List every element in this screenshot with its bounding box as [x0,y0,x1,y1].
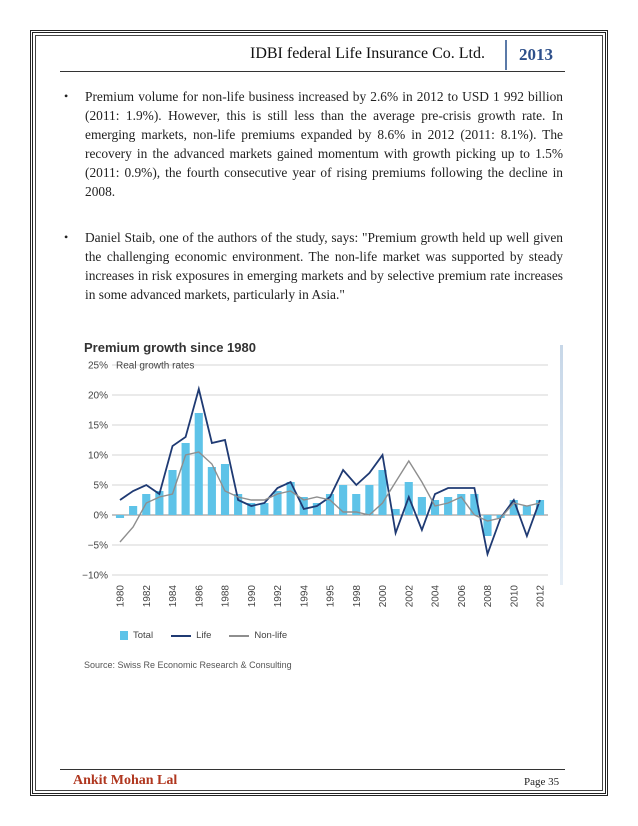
x-tick-label: 1980 [115,585,127,608]
legend-swatch-nonlife [229,635,249,637]
legend-label-total: Total [133,630,154,641]
page-header [60,40,565,70]
x-tick-label: 2000 [378,585,389,608]
x-tick-label: 1995 [325,585,337,608]
bar-total [365,485,373,515]
bullet-icon: • [64,230,69,244]
chart-source: Source: Swiss Re Economic Research & Consulting [84,660,292,670]
x-tick-label: 1988 [220,585,232,608]
x-tick-label: 2012 [535,585,547,608]
x-tick-label: 1984 [168,585,179,608]
x-tick-label: 1986 [194,585,206,608]
x-tick-label: 2002 [404,585,416,608]
bar-total [483,515,491,536]
bar-total [444,497,452,515]
x-tick-label: 2010 [509,585,521,608]
header-year: 2013 [505,40,565,70]
y-tick-label: 5% [93,480,108,492]
legend-swatch-life [171,635,191,637]
chart-edge-strip [560,345,563,585]
x-tick-label: 2004 [430,585,442,608]
x-tick-label: 2008 [483,585,494,608]
x-tick-label: 1982 [141,585,153,608]
footer-author: Ankit Mohan Lal [73,773,178,788]
y-tick-label: 0% [93,510,108,522]
bullet-text: Daniel Staib, one of the authors of the study, says: "Premium growth held up well given the challenging economic environment. The non-life market was supported by steady increases in risk exposures in emerging markets and by selective premium rate increases in some advanced markets, particularly in Asia." [85,230,563,302]
bar-total [260,503,268,515]
x-tick-label: 2006 [456,585,468,608]
x-tick-label: 1990 [246,585,258,608]
legend-item-nonlife [229,630,287,641]
bar-total [116,515,124,518]
legend-item-total [120,630,153,641]
header-rule [60,71,565,72]
x-tick-label: 1998 [351,585,363,608]
legend-label-nonlife: Non-life [254,630,288,641]
bullet-item [64,87,563,201]
y-tick-label: 15% [87,420,108,432]
x-tick-label: 1992 [273,585,284,608]
x-tick-label: 1994 [299,585,311,608]
y-tick-label: 10% [87,450,108,462]
bar-total [339,485,347,515]
legend-label-life: Life [196,630,212,641]
bar-total [523,506,531,515]
bullet-item [64,228,563,304]
legend-item-life [171,630,211,641]
header-title: IDBI federal Life Insurance Co. Ltd. [249,45,485,62]
premium-growth-chart [70,330,565,680]
legend-swatch-total [120,631,128,640]
chart-title: Premium growth since 1980 [84,340,256,355]
y-tick-label: 20% [87,390,108,402]
chart-legend [120,630,287,641]
y-tick-label: −5% [87,540,108,552]
bullet-icon: • [64,89,69,103]
bar-total [418,497,426,515]
footer-page-number: Page 35 [524,776,560,788]
bullet-text: Premium volume for non-life business increased by 2.6% in 2012 to USD 1 992 billion (2011: 1.9%). However, this is still less than the average pre-crisis growth rate. In emerging markets, non-life premiums expanded by 8.6% in 2012 (2011: 8.1%). The recovery in the advanced markets gained momentum with growth picking up to 1.5% (2011: 0.9%), the fourth consecutive year of rising premiums following the decline in 2008. [85,89,563,199]
y-tick-label: −10% [82,570,108,582]
y-axis-label: Real growth rates [116,360,195,372]
bar-total [208,467,216,515]
y-tick-label: 25% [87,360,108,372]
footer-rule [60,769,565,770]
bar-total [129,506,137,515]
bar-total [195,413,203,515]
chart-svg [70,355,565,655]
